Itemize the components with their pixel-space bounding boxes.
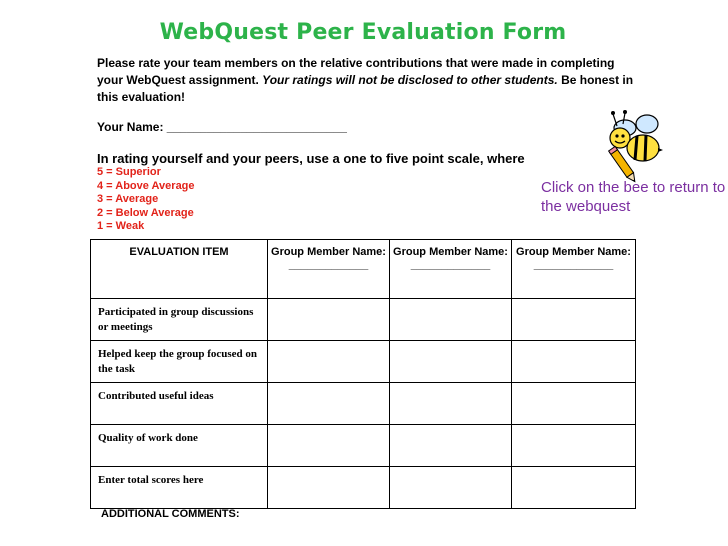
score-cell[interactable] <box>512 467 636 509</box>
score-cell[interactable] <box>390 341 512 383</box>
bee-icon[interactable] <box>603 108 673 188</box>
scale-item: 3 = Average <box>97 193 159 206</box>
score-cell[interactable] <box>512 383 636 425</box>
table-header-row <box>91 240 636 299</box>
score-cell[interactable] <box>268 383 390 425</box>
additional-comments-label: ADDITIONAL COMMENTS: <box>101 508 240 520</box>
scale-item: 2 = Below Average <box>97 206 194 219</box>
bee-link-note: Click on the bee to return to the webquest <box>541 179 726 215</box>
rating-scale <box>97 166 195 234</box>
scale-item: 1 = Weak <box>97 220 145 233</box>
table-row <box>91 425 636 467</box>
row-label: Quality of work done <box>91 425 268 467</box>
row-label: Helped keep the group focused on the task <box>91 341 268 383</box>
header-group-member-1: Group Member Name: _____________ <box>268 240 390 299</box>
score-cell[interactable] <box>512 425 636 467</box>
table-row <box>91 383 636 425</box>
page-title: WebQuest Peer Evaluation Form <box>159 20 567 45</box>
scale-item: 4 = Above Average <box>97 179 195 192</box>
instructions-italic: Your ratings will not be disclosed to other students. <box>262 73 558 87</box>
rating-instructions: In rating yourself and your peers, use a one to five point scale, where <box>97 151 525 166</box>
score-cell[interactable] <box>390 467 512 509</box>
row-label: Enter total scores here <box>91 467 268 509</box>
row-label: Contributed useful ideas <box>91 383 268 425</box>
table-row <box>91 299 636 341</box>
evaluation-table <box>90 239 636 509</box>
score-cell[interactable] <box>268 425 390 467</box>
header-group-member-2: Group Member Name: _____________ <box>390 240 512 299</box>
row-label: Participated in group discussions or meetings <box>91 299 268 341</box>
your-name-field[interactable]: Your Name: ___________________________ <box>97 120 347 134</box>
header-group-member-3: Group Member Name: _____________ <box>512 240 636 299</box>
score-cell[interactable] <box>390 383 512 425</box>
score-cell[interactable] <box>268 467 390 509</box>
header-evaluation-item: EVALUATION ITEM <box>91 240 268 299</box>
instructions-honesty: Be honest in this evaluation! <box>97 73 634 104</box>
score-cell[interactable] <box>390 425 512 467</box>
instructions-text: Please rate your team members on the relative contributions that were made in completing your WebQuest assignment. <box>97 56 615 87</box>
score-cell[interactable] <box>512 341 636 383</box>
score-cell[interactable] <box>390 299 512 341</box>
scale-item: 5 = Superior <box>97 166 161 178</box>
score-cell[interactable] <box>268 299 390 341</box>
score-cell[interactable] <box>268 341 390 383</box>
table-row <box>91 341 636 383</box>
score-cell[interactable] <box>512 299 636 341</box>
instructions <box>97 55 642 106</box>
table-row <box>91 467 636 509</box>
